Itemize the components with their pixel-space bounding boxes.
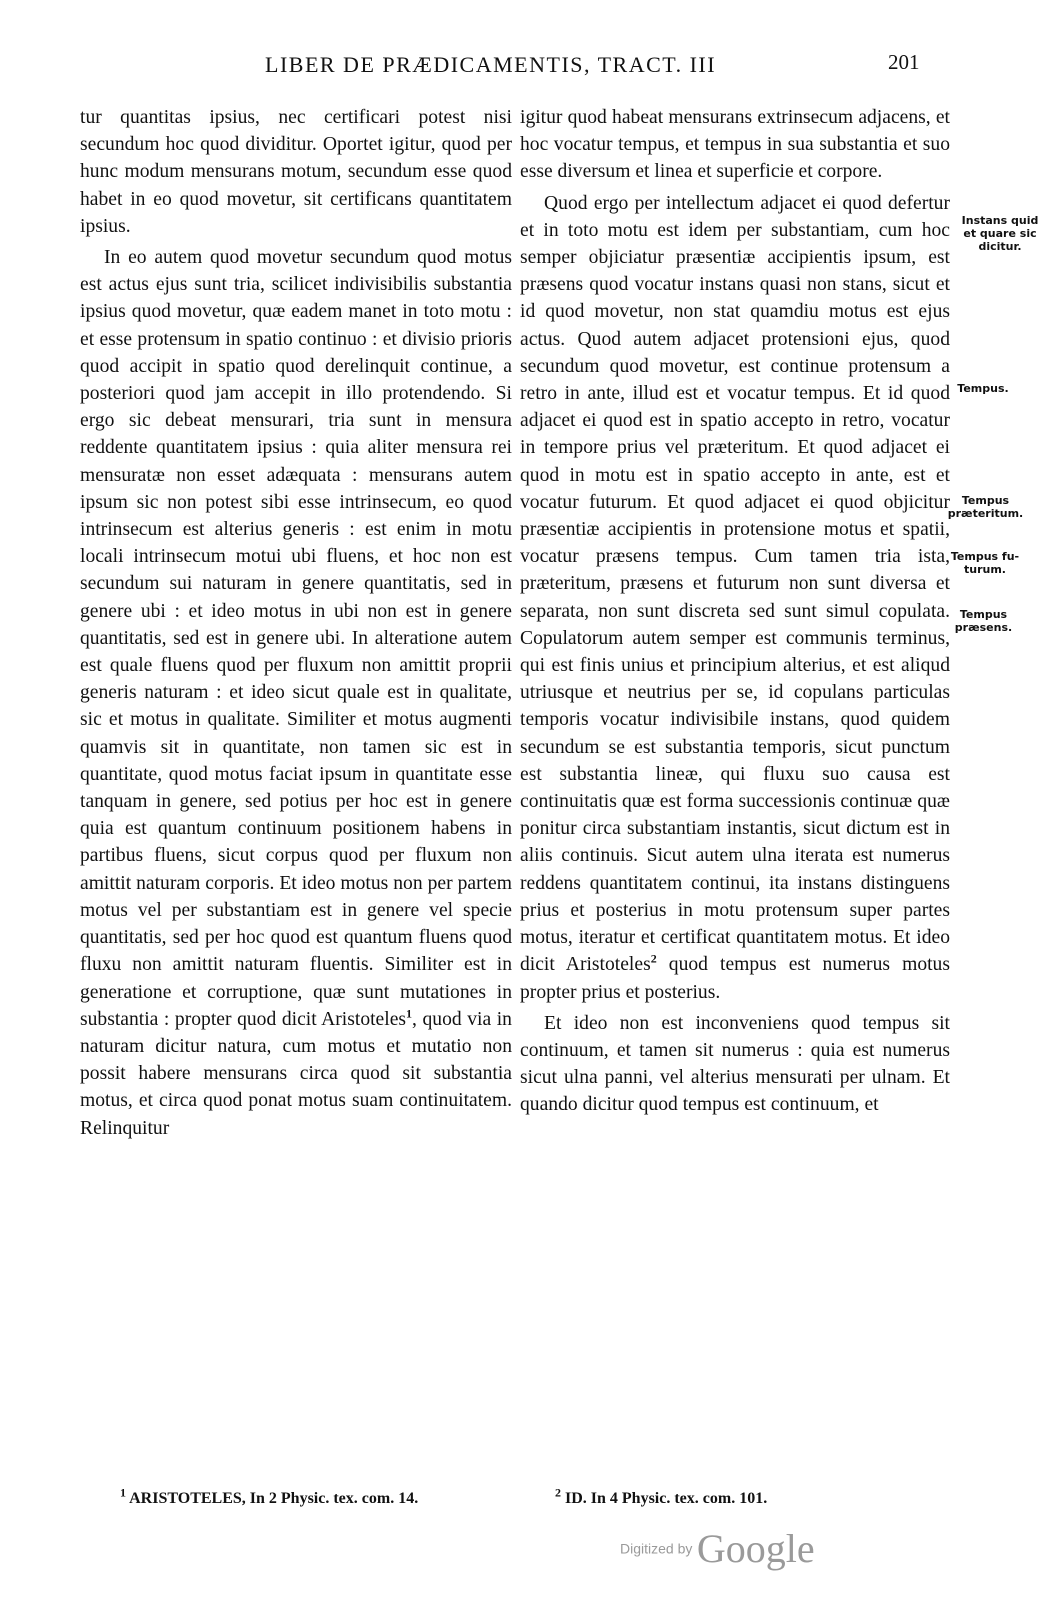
watermark-prefix: Digitized by	[620, 1540, 693, 1557]
right-paragraph-3: Et ideo non est inconveniens quod tempus sit continuum, et tamen sit numerus : quia est numerus sicut ulna panni, vel alterius mensurati per ulnam. Et quando dicitur quod tempus est continuum, et	[520, 1012, 950, 1116]
footnote-1-mark: 1	[120, 1485, 126, 1500]
left-column	[80, 104, 512, 1142]
margin-note-instans-line-2: et quare sic	[963, 227, 1037, 240]
margin-note-praesens-line-2: præsens.	[954, 621, 1013, 634]
right-paragraph-2-part-b: quod tempus est numerus motus propter prius et posterius.	[520, 954, 950, 1003]
running-head: LIBER DE PRÆDICAMENTIS, TRACT. III	[265, 52, 717, 77]
left-paragraph-1: tur quantitas ipsius, nec certificari potest nisi secundum hoc quod dividitur. Oportet igitur, quod per hunc modum mensurans motum, secundum esse quod habet in eo quod movetur, sit certificans quantitatem ipsius.	[80, 107, 512, 237]
margin-note-praesens	[946, 608, 1021, 634]
margin-note-tempus	[948, 382, 1018, 395]
margin-note-instans	[955, 214, 1045, 253]
right-paragraph-2	[520, 190, 950, 1006]
footnote-ref-2: 2	[650, 951, 657, 966]
footnote-ref-1: 1	[406, 1006, 413, 1021]
digitized-watermark	[620, 1525, 815, 1573]
margin-note-instans-line-1: Instans quid	[961, 214, 1039, 227]
footnote-2-text: ID. In 4 Physic. tex. com. 101.	[565, 1490, 768, 1507]
margin-note-praesens-line-1: Tempus	[959, 608, 1008, 621]
margin-note-futurum-line-1: Tempus fu-	[950, 550, 1020, 563]
footnote-2-mark: 2	[555, 1485, 561, 1500]
margin-note-praeteritum-line-2: præteritum.	[947, 507, 1024, 520]
right-paragraph-1: igitur quod habeat mensurans extrinsecum adjacens, et hoc vocatur tempus, et tempus in sua substantia et suo esse diversum et linea et superficie et corpore.	[520, 107, 950, 183]
margin-note-praeteritum-line-1: Tempus	[961, 494, 1010, 507]
footnote-1	[120, 1485, 419, 1508]
left-paragraph-2-part-a: In eo autem quod movetur secundum quod motus est actus ejus sunt tria, scilicet indivisibilis substantia ipsius quod movetur, quæ eadem manet in toto motu : et esse protensum in spatio continuo : et divisio prioris quod accipit in spatio quod derelinquit continue, a posteriori quod jam accepit in illo protendendo. Si ergo sic debeat mensurari, tria sunt in mensura reddente quantitatem ipsius : quia aliter mensura rei mensuratæ non esset adæquata : mensurans autem ipsum sic non potest sibi esse intrinsecum, eo quod intrinsecum est alterius generis : est enim in motu locali intrinsecum motui ubi fluens, et hoc non est secundum sui naturam in genere quantitatis, sed in genere ubi : et ideo motus in ubi non est in genere quantitatis, sed est in genere ubi. In alteratione autem est quale fluens quod per fluxum non amittit proprii generis naturam : et ideo sicut quale est in qualitate, sic et motus in qualitate. Similiter et motus augmenti quamvis sit in quantitate, non tamen sic est in quantitate, quod motus faciat ipsum in quantitate esse tanquam in genere, sed potius per hoc est in genere quia est quantum continuum positionem habens in partibus fluens, sicut corpus quod per fluxum non amittit naturam corporis. Et ideo motus non per partem motus vel per substantiam est in genere vel specie quantitatis, sed per hoc quod est quantum fluens quod fluxu non amittit naturam fluentis. Similiter est in generatione et corruptione, quæ sunt mutationes in substantia : propter quod dicit Aristoteles	[80, 247, 512, 1030]
right-column	[520, 104, 950, 1119]
google-logo: Google	[696, 1526, 815, 1571]
margin-note-instans-line-3: dicitur.	[978, 240, 1022, 253]
footnote-2	[555, 1485, 768, 1508]
page-number: 201	[888, 50, 920, 74]
margin-note-tempus-text: Tempus.	[957, 382, 1009, 395]
page-header	[0, 52, 1050, 86]
margin-note-futurum	[940, 550, 1030, 576]
margin-note-futurum-line-2: turum.	[964, 563, 1006, 576]
left-paragraph-2	[80, 244, 512, 1142]
left-paragraph-2-part-b: , quod via in naturam dicitur natura, cum motus et mutatio non possit habere mensurans circa quod sit substantia motus, et circa quod ponat motus suam continuitatem. Relinquitur	[80, 1008, 512, 1139]
footnote-1-text: ARISTOTELES, In 2 Physic. tex. com. 14.	[129, 1490, 419, 1507]
margin-note-praeteritum	[938, 494, 1033, 520]
right-paragraph-2-part-a: Quod ergo per intellectum adjacet ei quod defertur et in toto motu est idem per substantiam, cum hoc semper objiciatur præsentiæ accipientis ipsum, est præsens quod vocatur instans quasi non stans, sicut et id quod movetur, non stat quamdiu motus est ejus actus. Quod autem adjacet protensioni ejus, quod secundum quod movetur, est continue protensum a retro in ante, illud est et vocatur tempus. Et id quod adjacet ei quod est in spatio accepto in retro, vocatur in tempore prius vel præteritum. Et quod adjacet ei quod in motu est in spatio accepto in ante, est et vocatur futurum. Et quod adjacet ei quod objicitur præsentiæ accipientis in protensione motus et spatii, vocatur præsens tempus. Cum tamen tria ista, præteritum, præsens et futurum non sunt diversa et separata, non sunt discreta sed sunt simul copulata. Copulatorum autem semper est communis terminus, qui est finis unius et principium alterius, et est aliqud utriusque et neutrius per se, id copulans particulas temporis vocatur indivisibile instans, quod quidem secundum se est substantia temporis, sicut punctum est substantia lineæ, qui fluxu suo causa est continuitatis quæ est forma successionis continuæ quæ ponitur circa substantiam instantis, sicut dictum est in aliis continuis. Sicut autem ulna iterata est numerus reddens quantitatem continui, ita instans distinguens prius et posterius in motu protensum super partes motus, iteratur et certificat quantitatem motus. Et ideo dicit Aristoteles	[520, 192, 950, 976]
